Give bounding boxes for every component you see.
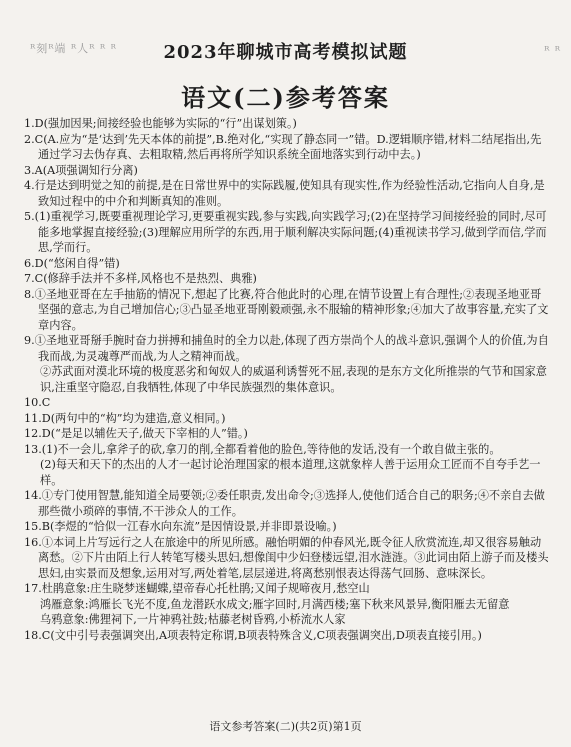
answer-9: 9.①圣地亚哥掰手腕时奋力拼搏和捕鱼时的全力以赴,体现了西方崇尚个人的战斗意识,强调个人的价值,为自我而战,为灵魂尊严而战,为人之精神而战。 [24,334,549,363]
answer-4: 4.行是达到明觉之知的前提,是在日常世界中的实际践履,使知具有现实性,作为经验性活动,它指向人自身,是致知过程中的中介和判断真知的准则。 [24,179,545,208]
answer-10: 10.C [24,396,51,409]
page-footer: 语文参考答案(二)(共2页)第1页 [209,720,362,733]
answer-17-part-3: 乌鸦意象:佛狸祠下,一片神鸦社鼓;枯藤老树昏鸦,小桥流水人家 [40,613,346,626]
answer-17: 17.杜鹃意象:庄生晓梦迷蝴蝶,望帝春心托杜鹃;又闻子规啼夜月,愁空山 [24,582,370,595]
answer-9-part-2: ②苏武面对漠北环境的极度恶劣和匈奴人的威逼利诱誓死不屈,表现的是东方文化所推崇的气节和国家意识,注重坚守隐忍,自我牺牲,体现了中华民族强烈的集体意识。 [40,365,547,394]
answer-17-part-2: 鸿雁意象:鸿雁长飞光不度,鱼龙潜跃水成文;雁字回时,月满西楼;塞下秋来风景异,衡阳雁去无留意 [40,597,510,611]
answer-8: 8.①圣地亚哥在左手抽筋的情况下,想起了比赛,符合他此时的心理,在情节设置上有合理性;②表现圣地亚哥坚强的意志,为自己增加信心;③凸显圣地亚哥刚毅顽强,永不服输的精神形象;④加大了故事容量,充实了文章内容。 [24,287,549,332]
answer-16: 16.①本词上片写远行之人在旅途中的所见所感。融怡明媚的仲春风光,既令征人欣赏流连,却又很容易触动离愁。②下片由陌上行人转笔写楼头思妇,想像闺中少妇登楼远望,泪水涟涟。③此词由陌上游子而及楼头思妇,由实景而及想象,运用对写,两处着笔,层层递进,将离愁别恨表达得荡气回肠、意味深长。 [24,535,549,580]
page-title: 语文(二)参考答案 [181,83,390,112]
faded-header-text-right: ᴿ ᴿ [544,44,561,57]
answer-2: 2.C(A.应为“是‘达到’先天本体的前提”,B.绝对化,“实现了静态同一”错。D.逻辑顺序错,材料二结尾指出,先通过学习去伪存真、去粗取精,然后再将所学知识系统全面地落实到行动中去。) [24,132,542,161]
answers-list [24,116,549,643]
answer-13: 13.(1)不一会儿,拿斧子的砍,拿刀的削,全都看着他的脸色,等待他的发话,没有一个敢自做主张的。 [24,442,501,456]
answer-13-part-2: (2)每天和天下的杰出的人才一起讨论治理国家的根本道理,这就象梓人善于运用众工匠而不自夸手艺一样。 [40,458,541,487]
answer-1: 1.D(强加因果;间接经验也能够为实际的“行”出谋划策。) [24,117,297,130]
faded-header-text: ᴿ刻ᴿ端 ᴿ人ᴿ ᴿ ᴿ [30,42,117,55]
answer-11: 11.D(两句中的“构”均为建造,意义相同。) [24,411,226,425]
answer-14: 14.①专门使用智慧,能知道全局要领;②委任职责,发出命令;③选择人,使他们适合自己的职务;④不亲自去做那些微小琐碎的事情,不干涉众人的工作。 [24,489,545,518]
answer-6: 6.D(“悠闲自得”错) [24,256,120,270]
answer-3: 3.A(A项强调知行分离) [24,163,138,177]
answer-12: 12.D(“是足以辅佐天子,做天下宰相的人”错。) [24,427,248,440]
answer-5: 5.(1)重视学习,既要重视理论学习,更要重视实践,参与实践,向实践学习;(2)在坚持学习间接经验的同时,尽可能多地掌握直接经验;(3)理解应用所学的东西,用于顺利解决实际问题;(4)重视读书学习,做到学而信,学而思,学而行。 [24,210,547,254]
answer-7: 7.C(修辞手法并不多样,风格也不是热烈、典雅) [24,272,257,285]
answer-18: 18.C(文中引号表强调突出,A项表特定称谓,B项表特殊含义,C项表强调突出,D项表直接引用。) [24,628,482,642]
exam-title: 2023年聊城市高考模拟试题 [163,42,408,63]
answer-15: 15.B(李煜的“恰似一江春水向东流”是因情设景,并非即景设喻。) [24,520,337,533]
